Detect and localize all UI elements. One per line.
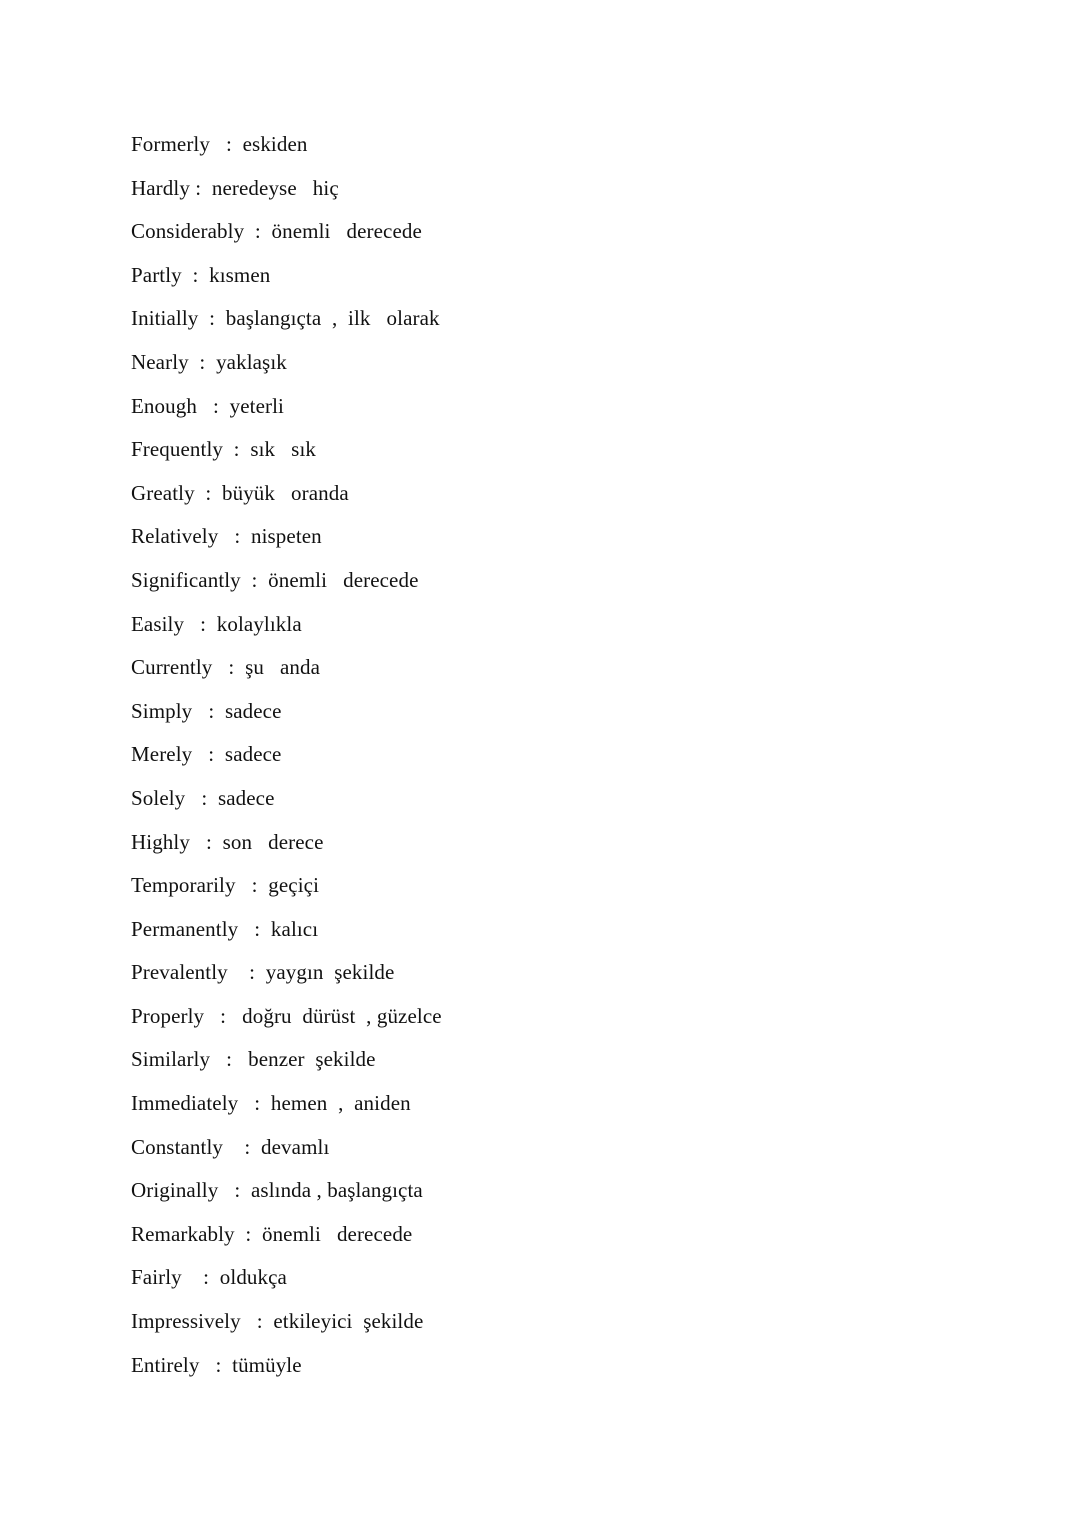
vocab-entry-remarkably: Remarkably : önemli derecede (131, 1221, 413, 1246)
vocab-entry-easily: Easily : kolaylıkla (131, 611, 302, 636)
vocab-entry-fairly: Fairly : oldukça (131, 1265, 287, 1290)
vocab-entry-immediately: Immediately : hemen , aniden (131, 1091, 411, 1116)
vocab-entry-initially: Initially : başlangıçta , ilk olarak (131, 306, 440, 331)
vocab-entry-currently: Currently : şu anda (131, 655, 321, 680)
vocab-entry-greatly: Greatly : büyük oranda (131, 480, 349, 505)
vocab-entry-formerly: Formerly : eskiden (131, 132, 308, 156)
vocab-entry-merely: Merely : sadece (131, 742, 282, 767)
vocab-entry-frequently: Frequently : sık sık (131, 437, 316, 462)
vocab-entry-highly: Highly : son derece (131, 829, 324, 854)
vocab-entry-considerably: Considerably : önemli derecede (131, 219, 422, 244)
vocab-entry-temporarily: Temporarily : geçiçi (131, 873, 320, 898)
vocab-entry-hardly: Hardly : neredeyse hiç (131, 175, 339, 200)
vocab-entry-constantly: Constantly : devamlı (131, 1134, 330, 1159)
vocab-entry-similarly: Similarly : benzer şekilde (131, 1047, 376, 1072)
vocab-entry-entirely: Entirely : tümüyle (131, 1352, 302, 1377)
vocab-entry-nearly: Nearly : yaklaşık (131, 349, 287, 374)
vocab-entry-properly: Properly : doğru dürüst , güzelce (131, 1003, 442, 1028)
vocab-entry-partly: Partly : kısmen (131, 262, 271, 287)
vocab-entry-enough: Enough : yeterli (131, 393, 284, 418)
vocab-entry-solely: Solely : sadece (131, 785, 275, 810)
vocab-entry-impressively: Impressively : etkileyici şekilde (131, 1309, 424, 1334)
vocab-entry-prevalently: Prevalently : yaygın şekilde (131, 960, 395, 985)
vocab-entry-significantly: Significantly : önemli derecede (131, 567, 419, 592)
vocabulary-list (131, 130, 442, 1394)
vocab-entry-permanently: Permanently : kalıcı (131, 916, 319, 941)
vocab-entry-relatively: Relatively : nispeten (131, 524, 322, 549)
vocab-entry-originally: Originally : aslında , başlangıçta (131, 1178, 423, 1203)
vocab-entry-simply: Simply : sadece (131, 698, 282, 723)
